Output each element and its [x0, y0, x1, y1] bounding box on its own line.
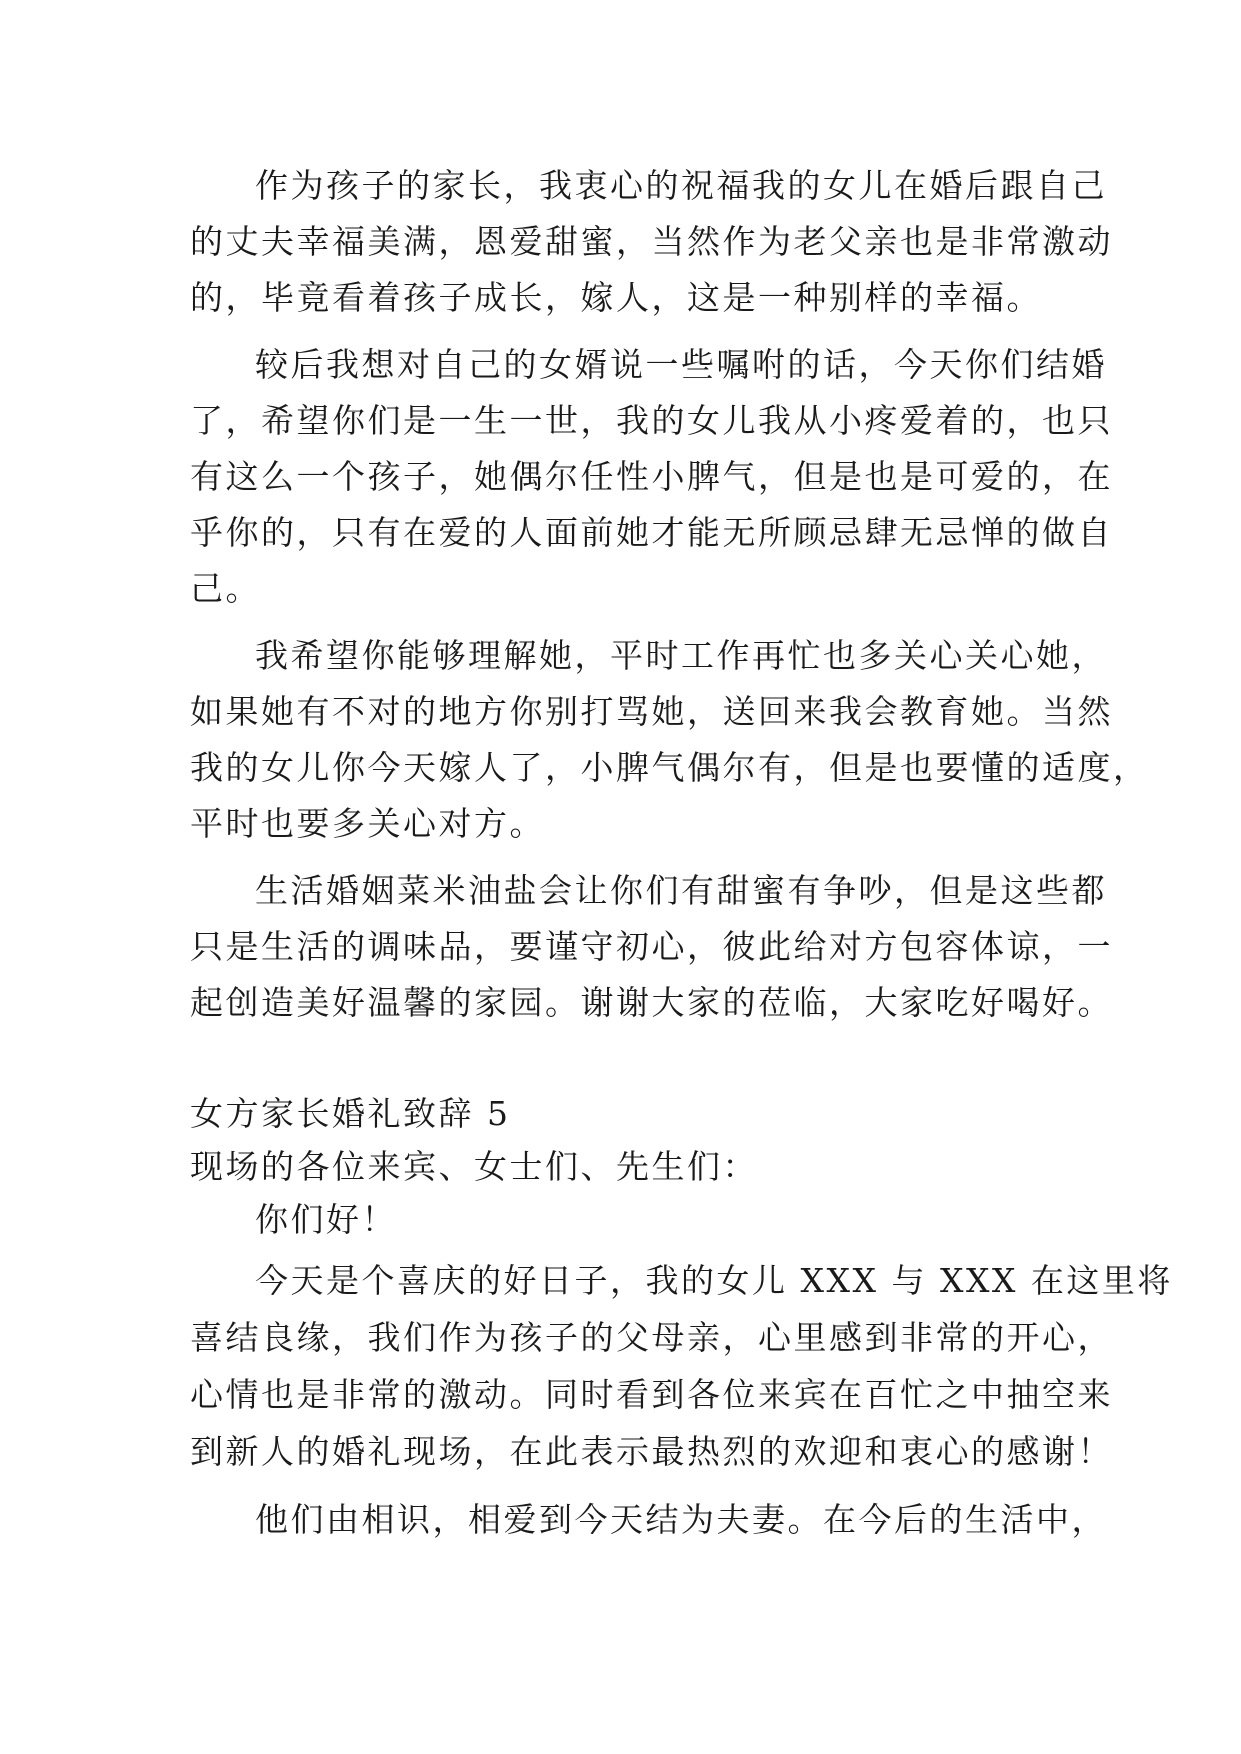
paragraph-line: 有这么一个孩子，她偶尔任性小脾气，但是也是可爱的，在: [190, 457, 1113, 496]
section-heading: 女方家长婚礼致辞 5: [190, 1094, 511, 1133]
paragraph-line: 的丈夫幸福美满，恩爱甜蜜，当然作为老父亲也是非常激动: [190, 222, 1113, 261]
paragraph-line: 我希望你能够理解她，平时工作再忙也多关心关心她，: [255, 636, 1107, 675]
paragraph-line: 只是生活的调味品，要谨守初心，彼此给对方包容体谅，一: [190, 927, 1113, 966]
salutation-line: 现场的各位来宾、女士们、先生们：: [190, 1147, 758, 1186]
paragraph-line: 心情也是非常的激动。同时看到各位来宾在百忙之中抽空来: [190, 1375, 1113, 1414]
paragraph-line: 作为孩子的家长，我衷心的祝福我的女儿在婚后跟自己: [255, 166, 1107, 205]
paragraph-line: 了，希望你们是一生一世，我的女儿我从小疼爱着的，也只: [190, 401, 1113, 440]
paragraph-line: 今天是个喜庆的好日子，我的女儿 XXX 与 XXX 在这里将: [255, 1261, 1173, 1300]
paragraph-line: 他们由相识，相爱到今天结为夫妻。在今后的生活中，: [255, 1500, 1107, 1539]
greeting-line: 你们好！: [255, 1200, 397, 1239]
paragraph-line: 己。: [190, 569, 261, 608]
paragraph-line: 乎你的，只有在爱的人面前她才能无所顾忌肆无忌惮的做自: [190, 513, 1113, 552]
paragraph-line: 如果她有不对的地方你别打骂她，送回来我会教育她。当然: [190, 692, 1113, 731]
paragraph-line: 喜结良缘，我们作为孩子的父母亲，心里感到非常的开心，: [190, 1318, 1113, 1357]
paragraph-line: 较后我想对自己的女婿说一些嘱咐的话，今天你们结婚: [255, 345, 1107, 384]
paragraph-line: 到新人的婚礼现场，在此表示最热烈的欢迎和衷心的感谢！: [190, 1432, 1113, 1471]
paragraph-line: 平时也要多关心对方。: [190, 804, 545, 843]
paragraph-line: 起创造美好温馨的家园。谢谢大家的莅临，大家吃好喝好。: [190, 983, 1113, 1022]
paragraph-line: 生活婚姻菜米油盐会让你们有甜蜜有争吵，但是这些都: [255, 871, 1107, 910]
paragraph-line: 我的女儿你今天嫁人了，小脾气偶尔有，但是也要懂的适度，: [190, 748, 1149, 787]
paragraph-line: 的，毕竟看着孩子成长，嫁人，这是一种别样的幸福。: [190, 278, 1042, 317]
